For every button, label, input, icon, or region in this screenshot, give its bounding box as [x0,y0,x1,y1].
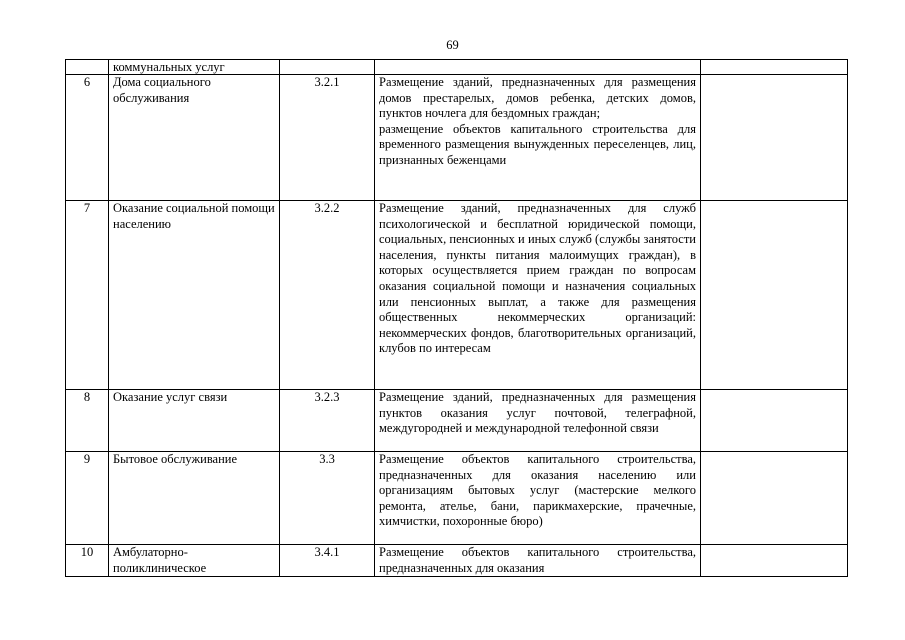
cell-extra [701,75,848,201]
cell-code: 3.2.1 [280,75,375,201]
description-paragraph: Размещение зданий, предназначенных для служб психологической и бесплатной юридической помощи, социальных, пенсионных и иных служб (службы занятости населения, пункты питания малоимущих граждан), в которых осуществляется прием граждан по вопросам оказания социальной помощи и назначения социальных или пенсионных выплат, а также для размещения общественных некоммерческих организаций: некоммерческих фондов, благотворительных организаций, клубов по интересам [379,201,696,356]
description-paragraph: Размещение зданий, предназначенных для размещения пунктов оказания услуг почтовой, телеграфной, междугородней и международной телефонной связи [379,390,696,436]
cell-description [375,452,701,545]
cell-description [375,201,701,390]
cell-extra [701,545,848,577]
land-use-table [65,59,848,577]
cell-name: Амбулаторно-поликлиническое [109,545,280,577]
table-row-continuation [66,60,848,75]
cell-code: 3.2.2 [280,201,375,390]
cell-description [375,390,701,452]
cell-num: 10 [66,545,109,577]
description-paragraph: размещение объектов капитального строительства для временного размещения вынужденных переселенцев, лиц, признанных беженцами [379,121,696,167]
cell-name: Бытовое обслуживание [109,452,280,545]
cell-description [375,75,701,201]
table-row [66,201,848,390]
cell-extra [701,60,848,75]
table-row [66,452,848,545]
cell-extra [701,390,848,452]
description-paragraph: Размещение объектов капитального строительства, предназначенных для оказания населению или организациям бытовых услуг (мастерские мелкого ремонта, ателье, бани, парикмахерские, прачечные, химчистки, похоронные бюро) [379,452,696,529]
description-paragraph: Размещение объектов капитального строительства, предназначенных для оказания [379,545,696,575]
table-row [66,75,848,201]
cell-code: 3.4.1 [280,545,375,577]
page-number: 69 [446,38,459,52]
cell-description [375,60,701,75]
cell-name: Дома социального обслуживания [109,75,280,201]
cell-description [375,545,701,577]
table-body [66,60,848,577]
cell-name: Оказание социальной помощи населению [109,201,280,390]
table-row [66,545,848,577]
cell-extra [701,201,848,390]
cell-num: 7 [66,201,109,390]
table-row [66,390,848,452]
cell-code [280,60,375,75]
cell-extra [701,452,848,545]
cell-name: Оказание услуг связи [109,390,280,452]
cell-name: коммунальных услуг [109,60,280,75]
cell-code: 3.3 [280,452,375,545]
cell-num: 6 [66,75,109,201]
cell-num: 8 [66,390,109,452]
description-paragraph: Размещение зданий, предназначенных для размещения домов престарелых, домов ребенка, детских домов, пунктов ночлега для бездомных граждан; [379,75,696,121]
cell-code: 3.2.3 [280,390,375,452]
cell-num: 9 [66,452,109,545]
cell-num [66,60,109,75]
